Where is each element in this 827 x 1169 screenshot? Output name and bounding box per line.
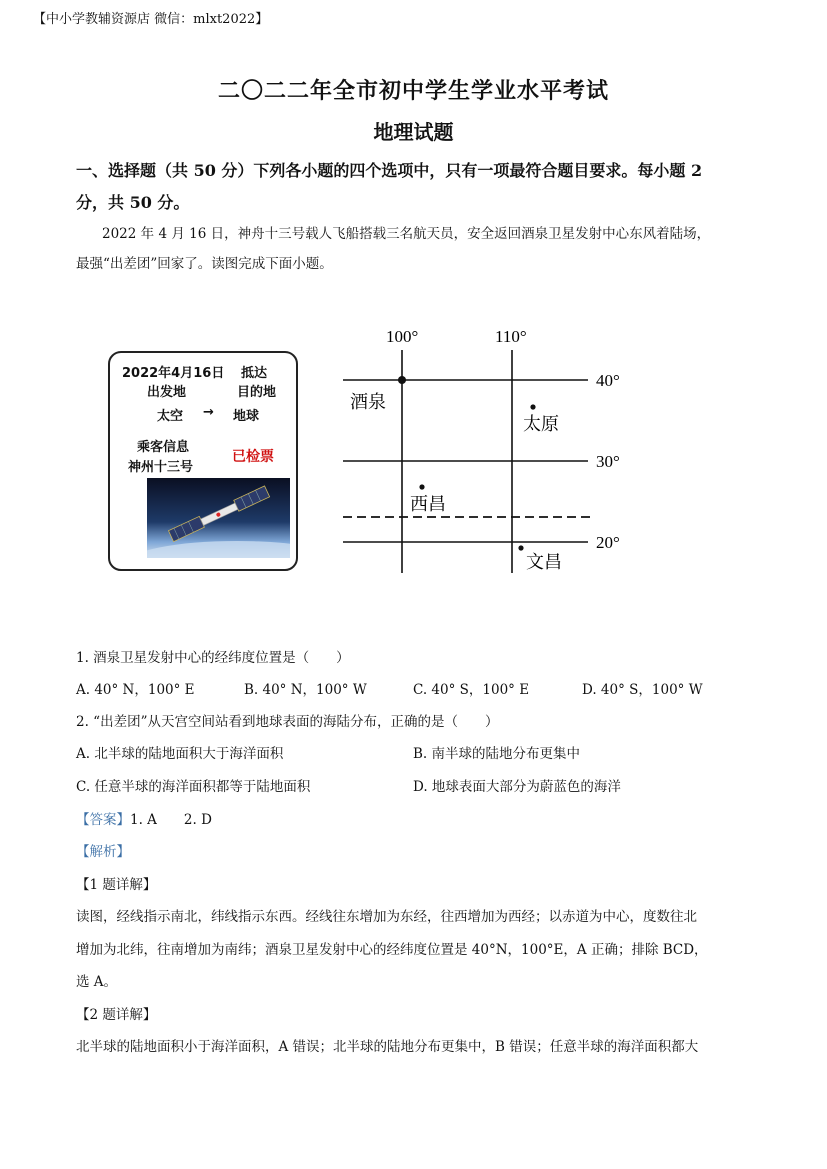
- xichang-point: [419, 484, 424, 489]
- ticket-status: 已检票: [232, 449, 274, 465]
- detail-1-line3: 选 A。: [76, 974, 118, 990]
- analysis-tag: 【解析】: [76, 844, 130, 860]
- space-station-image: [147, 478, 290, 558]
- watermark: 【中小学教辅资源店 微信：mlxt2022】: [33, 12, 269, 27]
- ticket-date: 2022年4月16日: [122, 366, 225, 381]
- arrow-icon: →: [203, 405, 214, 420]
- ticket-departure-label: 出发地: [147, 385, 187, 400]
- ticket-arrive: 抵达: [241, 366, 268, 381]
- latitude-20-label: 20°: [596, 533, 620, 552]
- answer-tag: 【答案】: [76, 812, 130, 828]
- answer-line: [76, 808, 212, 828]
- section-heading-line2: 分，共 50 分。: [76, 193, 190, 212]
- taiyuan-label: 太原: [523, 414, 559, 435]
- xichang-label: 西昌: [410, 494, 446, 515]
- page-subtitle: 地理试题: [373, 120, 454, 144]
- jiuquan-point: [398, 376, 406, 384]
- detail-1-line1: 读图，经线指示南北，纬线指示东西。经线往东增加为东经，往西增加为西经；以赤道为中心，度数往北: [76, 909, 697, 925]
- question-2-option-c: C. 任意半球的海洋面积都等于陆地面积: [76, 779, 311, 795]
- latitude-30-label: 30°: [596, 452, 620, 471]
- section-heading-line1: 一、选择题（共 50 分）下列各小题的四个选项中，只有一项最符合题目要求。每小题 2: [76, 161, 703, 180]
- detail-1-tag: 【1 题详解】: [76, 877, 157, 893]
- question-1-option-a: A. 40° N，100° E: [76, 682, 195, 698]
- ticket-from: 太空: [157, 409, 184, 424]
- intro-line1: 2022 年 4 月 16 日，神舟十三号载人飞船搭载三名航天员，安全返回酒泉卫星发射中心东风着陆场，: [102, 226, 711, 242]
- latitude-longitude-grid-map: [330, 318, 630, 578]
- ticket-passenger: 神州十三号: [128, 460, 194, 475]
- question-1-option-c: C. 40° S，100° E: [413, 682, 530, 698]
- question-2-option-b: B. 南半球的陆地分布更集中: [413, 746, 581, 762]
- ticket-to: 地球: [233, 409, 260, 424]
- boarding-ticket: [108, 351, 298, 571]
- detail-1-line2: 增加为北纬，往南增加为南纬；酒泉卫星发射中心的经纬度位置是 40°N，100°E，A 正确；排除 BCD，: [76, 942, 708, 958]
- longitude-110-label: 110°: [495, 327, 527, 346]
- latitude-40-label: 40°: [596, 371, 620, 390]
- question-1-option-b: B. 40° N，100° W: [244, 682, 367, 698]
- ticket-passenger-label: 乘客信息: [137, 440, 190, 455]
- page-title: 二〇二二年全市初中学生学业水平考试: [217, 78, 609, 104]
- question-2-stem: 2. “出差团”从天宫空间站看到地球表面的海陆分布，正确的是（ ）: [76, 714, 499, 730]
- longitude-100-label: 100°: [386, 327, 419, 346]
- question-2-option-a: A. 北半球的陆地面积大于海洋面积: [76, 746, 284, 762]
- intro-line2: 最强“出差团”回家了。读图完成下面小题。: [76, 256, 333, 272]
- question-2-option-d: D. 地球表面大部分为蔚蓝色的海洋: [413, 779, 621, 795]
- jiuquan-label: 酒泉: [350, 392, 386, 413]
- detail-2-tag: 【2 题详解】: [76, 1007, 157, 1023]
- wenchang-label: 文昌: [526, 552, 562, 573]
- detail-2-line1: 北半球的陆地面积小于海洋面积，A 错误；北半球的陆地分布更集中，B 错误；任意半球的海洋面积都大: [76, 1039, 699, 1055]
- wenchang-point: [518, 545, 523, 550]
- taiyuan-point: [530, 404, 535, 409]
- question-1-option-d: D. 40° S，100° W: [582, 682, 703, 698]
- answer-text: 1. A 2. D: [130, 812, 212, 828]
- question-1-stem: 1. 酒泉卫星发射中心的经纬度位置是（ ）: [76, 650, 350, 666]
- ticket-destination-label: 目的地: [237, 385, 277, 400]
